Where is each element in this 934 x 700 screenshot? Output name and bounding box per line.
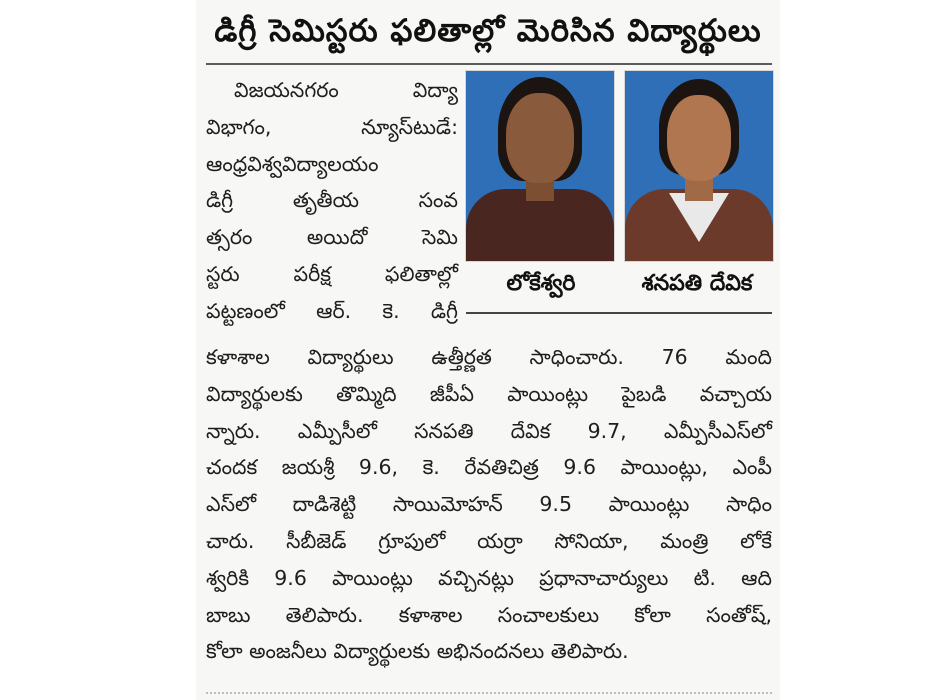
body-line: చందక జయశ్రీ 9.6, కె. రేవతిచిత్ర 9.6 పాయింట్లు, ఎంపీ — [206, 455, 772, 480]
photo-caption-2: శనపతి దేవిక — [641, 271, 753, 296]
intro-line: విజయనగరం విద్యా — [234, 78, 458, 102]
body-line: కళాశాల విద్యార్థులు ఉత్తీర్ణత సాధించారు. 76 మంది — [206, 345, 772, 369]
intro-line: డిగ్రీ తృతీయ సంవ — [206, 188, 458, 213]
student-photo-2 — [624, 70, 774, 262]
intro-line: ఆంధ్రవిశ్వవిద్యాలయం — [206, 151, 379, 176]
body-line: కోలా అంజనీలు విద్యార్థులకు అభినందనలు తెలిపారు. — [206, 639, 629, 664]
intro-line: త్సరం అయిదో సెమి — [206, 225, 458, 250]
body-line: ఎస్‌లో దాడిశెట్టి సాయిమోహన్ 9.5 పాయింట్లు సాధిం — [206, 492, 772, 517]
body-line: చారు. సీబీజెడ్ గ్రూపులో యర్రా సోనియా, మంత్రి లోకే — [206, 528, 772, 553]
bottom-divider — [206, 692, 772, 696]
intro-column — [206, 72, 458, 330]
body-line: న్నారు. ఎమ్పీసీలో సనపతి దేవిక 9.7, ఎమ్పీసీఎస్‌లో — [206, 418, 772, 443]
intro-line: స్టరు పరీక్ష ఫలితాల్లో — [206, 261, 458, 286]
headline-rule — [206, 63, 772, 65]
body-text — [206, 339, 772, 670]
student-photo-1 — [465, 70, 615, 262]
intro-line: పట్టణంలో ఆర్. కె. డిగ్రీ — [206, 298, 458, 323]
photo-captions — [466, 268, 772, 304]
body-line: బాబు తెలిపారు. కళాశాల సంచాలకులు కోలా సంతోష్, — [206, 602, 772, 627]
face — [667, 95, 731, 181]
face — [506, 93, 574, 183]
caption-rule — [466, 312, 772, 314]
photo-caption-1: లోకేశ్వరి — [506, 271, 576, 296]
headline: డిగ్రీ సెమిస్టరు ఫలితాల్లో మెరిసిన విద్యార్థులు — [214, 12, 762, 49]
neck — [685, 179, 713, 201]
body-line: విద్యార్థులకు తొమ్మిది జీపీఏ పాయింట్లు పైబడి వచ్చాయ — [206, 381, 772, 406]
body-line: శ్వరికి 9.6 పాయింట్లు వచ్చినట్లు ప్రధానాచార్యులు టి. ఆది — [206, 565, 772, 590]
intro-line: విభాగం, న్యూస్‌టుడే: — [206, 114, 458, 139]
